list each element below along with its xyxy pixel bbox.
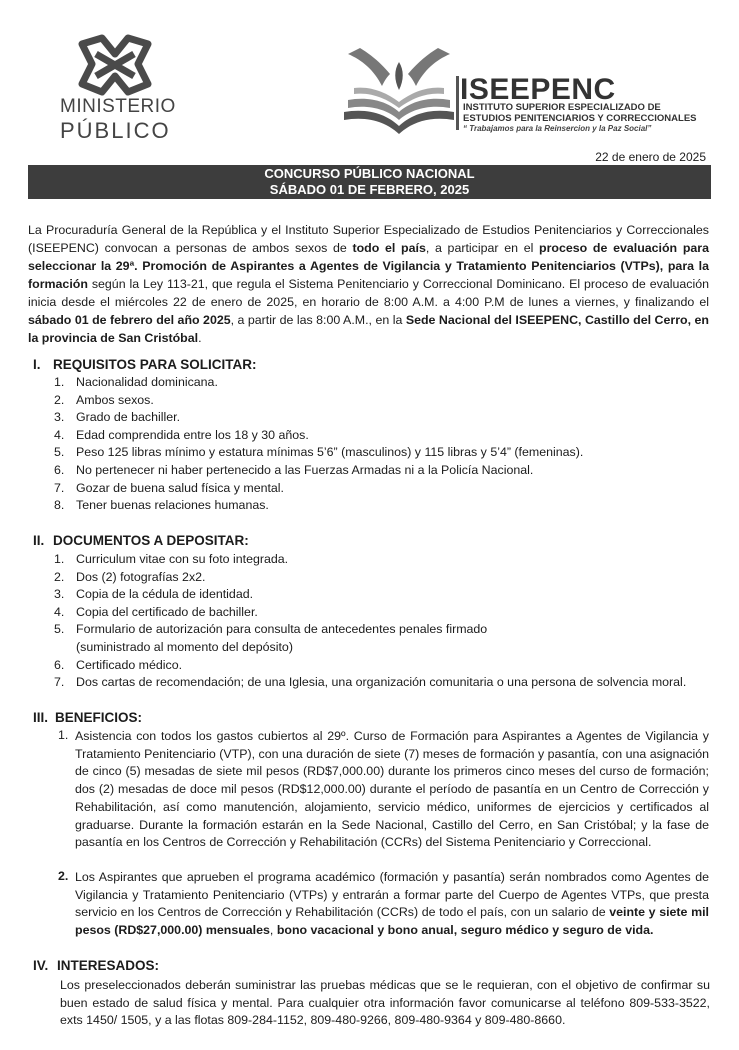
- list-item: 8. Tener buenas relaciones humanas.: [54, 498, 269, 513]
- documentos-list: [54, 551, 704, 692]
- ministerio-publico-emblem-icon: [72, 34, 158, 96]
- section-title: INTERESADOS:: [57, 958, 160, 973]
- iseepenc-divider: [456, 76, 459, 130]
- open-book-hands-icon: [340, 40, 458, 140]
- list-item: 4. Copia del certificado de bachiller.: [54, 604, 258, 619]
- title-banner: [28, 165, 711, 199]
- document-date: 22 de enero de 2025: [595, 150, 706, 164]
- iseepenc-name: ISEEPENC: [460, 73, 616, 106]
- iseepenc-subtitle-line2: ESTUDIOS PENITENCIARIOS Y CORRECCIONALES: [463, 113, 697, 124]
- section-heading-interesados: [33, 958, 159, 973]
- publico-label: PÚBLICO: [60, 118, 171, 143]
- intro-text: , a participar en el: [425, 241, 540, 255]
- list-item: 1. Curriculum vitae con su foto integrada.: [54, 552, 289, 566]
- list-item: 7. Dos cartas de recomendación; de una Iglesia, una organización comunitaria o una persona de solvencia moral.: [54, 675, 687, 690]
- list-item: 5. Peso 125 libras mínimo y estatura mínimas 5’6” (masculinos) y 115 libras y 5’4” (femeninas).: [54, 445, 584, 460]
- benefit-paragraph-2: Los Aspirantes que aprueben el programa académico (formación y pasantía) serán nombrados como Agentes de Vigilancia y Tratamiento Penitenciario (VTPs) y entrarán a formar parte del Cuerpo de Agentes VTPs, que presta servicio en los Centros de Corrección y Rehabilitación (CCRs) de todo el país, con un salario de veinte y siete mil pesos (RD$27,000.00) mensuales, bono vacacional y bono anual, seguro médico y seguro de vida.: [75, 870, 709, 938]
- banner-date: SÁBADO 01 DE FEBRERO, 2025: [269, 182, 470, 197]
- intro-text: La Procuraduría General de la República y el Instituto Superior Especializado de Estudios Penitenciarios y Correccionales (ISEEPENC) convocan a personas de ambos sexos de: [28, 223, 709, 255]
- intro-text: .: [198, 331, 202, 345]
- ministerio-publico-logo: [60, 34, 176, 144]
- list-item: 2. Ambos sexos.: [54, 392, 154, 407]
- banner-title: CONCURSO PÚBLICO NACIONAL: [264, 166, 475, 181]
- section-number: IV.: [33, 958, 49, 973]
- intro-bold: todo el país: [352, 241, 426, 255]
- benefit-number: 1.: [58, 728, 69, 742]
- list-item: 5. Formulario de autorización para consulta de antecedentes penales firmado (suministrado al momento del depósito): [54, 622, 488, 654]
- interesados-paragraph: Los preseleccionados deberán suministrar las pruebas médicas que se le requieran, con el objetivo de confirmar su buen estado de salud física y mental. Para cualquier otra información favor comunicarse al teléfono 809-533-3522, exts 1450/ 1505, y a las flotas 809-284-1152, 809-480-9266, 809-480-9364 y 809-480-8660.: [60, 978, 710, 1028]
- section-number: II.: [33, 533, 45, 548]
- section-heading-requisitos: [33, 357, 257, 372]
- section-heading-beneficios: [33, 710, 142, 725]
- section-number: III.: [33, 710, 49, 725]
- list-item: 1. Nacionalidad dominicana.: [54, 375, 218, 389]
- list-item: 4. Edad comprendida entre los 18 y 30 años.: [54, 427, 309, 442]
- iseepenc-emblem: [340, 40, 458, 140]
- benefit-number: 2.: [58, 869, 69, 883]
- section-title: BENEFICIOS:: [55, 710, 143, 725]
- section-title: DOCUMENTOS A DEPOSITAR:: [53, 533, 249, 548]
- section-heading-documentos: [33, 533, 249, 548]
- intro-bold: proceso de evaluación para seleccionar la 29ª. Promoción de Aspirantes a Agentes de Vigilancia y Tratamiento Penitenciarios (VTPs), para la formación: [28, 241, 709, 291]
- intro-bold: Sede Nacional del ISEEPENC, Castillo del Cerro, en la provincia de San Cristóbal: [28, 313, 709, 345]
- intro-text: según la Ley 113-21, que regula el Sistema Penitenciario y Correccional Dominicano. El proceso de evaluación inicia desde el miércoles 22 de enero de 2025, en horario de 8:00 A.M. a 4:00 P.M de lunes a viernes, y finalizando el: [28, 277, 709, 309]
- list-item: 6. No pertenecer ni haber pertenecido a las Fuerzas Armadas ni a la Policía Nacional.: [54, 462, 534, 477]
- section-title: REQUISITOS PARA SOLICITAR:: [53, 357, 257, 372]
- list-item: 2. Dos (2) fotografías 2x2.: [54, 569, 206, 584]
- ministerio-label: MINISTERIO: [60, 96, 176, 117]
- section-number: I.: [33, 357, 41, 372]
- iseepenc-subtitle-line1: INSTITUTO SUPERIOR ESPECIALIZADO DE: [463, 102, 661, 113]
- list-item: 6. Certificado médico.: [54, 657, 183, 672]
- intro-paragraph: [28, 221, 709, 347]
- iseepenc-slogan: “ Trabajamos para la Reinsercion y la Paz Social”: [463, 124, 652, 133]
- list-item: 7. Gozar de buena salud física y mental.: [54, 480, 285, 495]
- list-item: 3. Copia de la cédula de identidad.: [54, 587, 254, 602]
- benefit-paragraph-1: Asistencia con todos los gastos cubiertos al 29º. Curso de Formación para Aspirantes a Agentes de Vigilancia y Tratamiento Penitenciario (VTP), con una duración de siete (7) meses de formación y pasantía, con una asignación de cinco (5) mesadas de siete mil pesos (RD$7,000.00) durante los primeros cinco meses del curso de formación; dos (2) mesadas de doce mil pesos (RD$12,000.00) durante el período de pasantía en un Centro de Corrección y Rehabilitación, así como manutención, alojamiento, servicio médico, uniformes de ejercicios y certificados al graduarse. Durante la formación estarán en la Sede Nacional, Castillo del Cerro, en San Cristóbal; y la fase de pasantía en los Centros de Corrección y Rehabilitación (CCRs) del Sistema Penitenciario y Correccional.: [75, 729, 709, 850]
- list-item: 3. Grado de bachiller.: [54, 410, 181, 425]
- requisitos-list: [54, 374, 704, 515]
- intro-bold: sábado 01 de febrero del año 2025: [28, 313, 231, 327]
- intro-text: , a partir de las 8:00 A.M., en la: [230, 313, 406, 327]
